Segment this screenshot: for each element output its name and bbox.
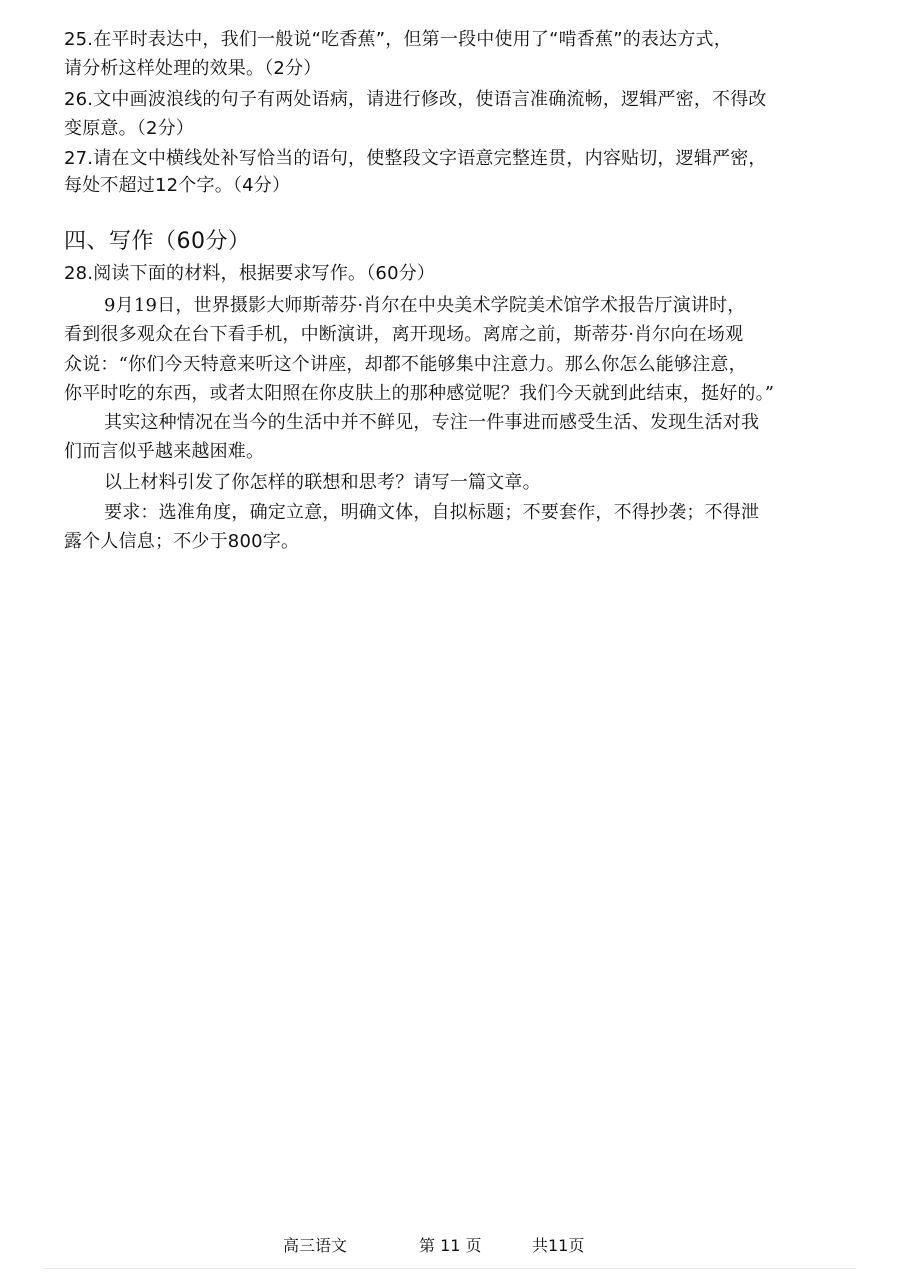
requirements-line-1: 要求：选准角度，确定立意，明确文体，自拟标题；不要套作，不得抄袭；不得泄 (104, 502, 760, 523)
footer-total-pages: 共11页 (532, 1236, 585, 1255)
question-26-line-1: 26.文中画波浪线的句子有两处语病，请进行修改，使语言准确流畅，逻辑严密，不得改 (64, 89, 767, 110)
footer-page-number: 第 11 页 (419, 1236, 482, 1255)
material-line-3: 众说：“你们今天特意来听这个讲座，却都不能够集中注意力。那么你怎么能够注意， (64, 354, 747, 375)
question-25-line-2: 请分析这样处理的效果。（2分） (64, 58, 322, 79)
material-line-6: 们而言似乎越来越困难。 (64, 441, 265, 462)
question-26-line-2: 变原意。（2分） (64, 118, 195, 139)
material-line-2: 看到很多观众在台下看手机，中断演讲，离开现场。离席之前，斯蒂芬·肖尔向在场观 (64, 324, 744, 345)
footer-subject: 高三语文 (283, 1236, 348, 1255)
question-28-title: 28.阅读下面的材料，根据要求写作。（60分） (64, 263, 436, 284)
material-line-4: 你平时吃的东西，或者太阳照在你皮肤上的那种感觉呢？我们今天就到此结束，挺好的。” (64, 383, 775, 404)
question-27-line-1: 27.请在文中横线处补写恰当的语句，使整段文字语意完整连贯，内容贴切，逻辑严密， (64, 148, 767, 169)
page-bottom-divider (44, 1268, 856, 1269)
writing-prompt: 以上材料引发了你怎样的联想和思考？请写一篇文章。 (104, 472, 541, 493)
material-line-1: 9月19日，世界摄影大师斯蒂芬·肖尔在中央美术学院美术馆学术报告厅演讲时， (104, 295, 746, 316)
writing-section-heading: 四、写作（60分） (64, 229, 251, 254)
question-27-line-2: 每处不超过12个字。（4分） (64, 175, 291, 196)
requirements-line-2: 露个人信息；不少于800字。 (64, 531, 300, 552)
question-25-line-1: 25.在平时表达中，我们一般说“吃香蕉”，但第一段中使用了“啃香蕉”的表达方式， (64, 29, 732, 50)
material-line-5: 其实这种情况在当今的生活中并不鲜见，专注一件事进而感受生活、发现生活对我 (104, 412, 760, 433)
